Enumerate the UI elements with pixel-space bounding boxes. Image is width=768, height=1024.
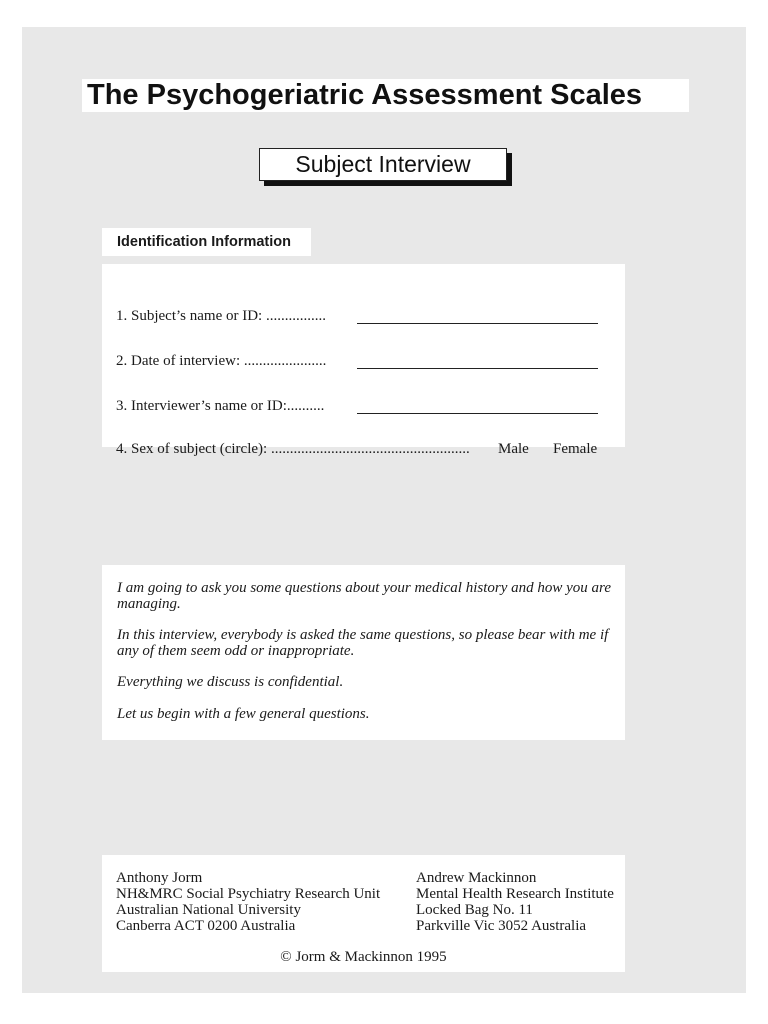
subject-name-blank[interactable] (357, 306, 598, 324)
form-row-interview-date (116, 351, 597, 371)
interviewer-name-blank[interactable] (357, 396, 598, 414)
form-row-sex (116, 439, 597, 459)
script-paragraph: Everything we discuss is confidential. (117, 674, 344, 690)
interview-script (102, 565, 625, 740)
author-institution: Australian National University (116, 902, 301, 918)
script-paragraph: In this interview, everybody is asked the same questions, so please bear with me if any of them seem odd or inappropriate. (117, 627, 609, 659)
author-institution: Locked Bag No. 11 (416, 902, 533, 918)
field-label-interview-date: 2. Date of interview: ...................... (116, 353, 327, 369)
author-address: Canberra ACT 0200 Australia (116, 918, 296, 934)
interview-date-blank[interactable] (357, 351, 598, 369)
subtitle-box (259, 148, 507, 181)
sex-option-male[interactable]: Male (498, 441, 529, 457)
identification-heading: Identification Information (102, 228, 311, 256)
document-page (22, 27, 746, 993)
author-name: Anthony Jorm (116, 870, 203, 886)
form-row-subject-name (116, 306, 597, 326)
author-unit: Mental Health Research Institute (416, 886, 614, 902)
contact-footer (102, 855, 625, 972)
field-label-interviewer-name: 3. Interviewer’s name or ID:.......... (116, 398, 325, 414)
form-row-interviewer-name (116, 396, 597, 416)
script-paragraph: I am going to ask you some questions about your medical history and how you are managing. (117, 580, 611, 612)
copyright-notice: © Jorm & Mackinnon 1995 (280, 949, 447, 965)
author-name: Andrew Mackinnon (416, 870, 537, 886)
page-title: The Psychogeriatric Assessment Scales (87, 79, 643, 111)
sex-option-female[interactable]: Female (553, 441, 598, 457)
field-label-subject-name: 1. Subject’s name or ID: ................ (116, 308, 326, 324)
field-label-sex: 4. Sex of subject (circle): ..................................................... (116, 441, 470, 457)
subtitle: Subject Interview (295, 151, 471, 177)
author-unit: NH&MRC Social Psychiatry Research Unit (116, 886, 381, 902)
author-contact-left (116, 870, 380, 934)
author-contact-right (416, 870, 614, 934)
identification-form (102, 264, 625, 457)
script-paragraph: Let us begin with a few general questions. (117, 706, 370, 722)
author-address: Parkville Vic 3052 Australia (416, 918, 587, 934)
